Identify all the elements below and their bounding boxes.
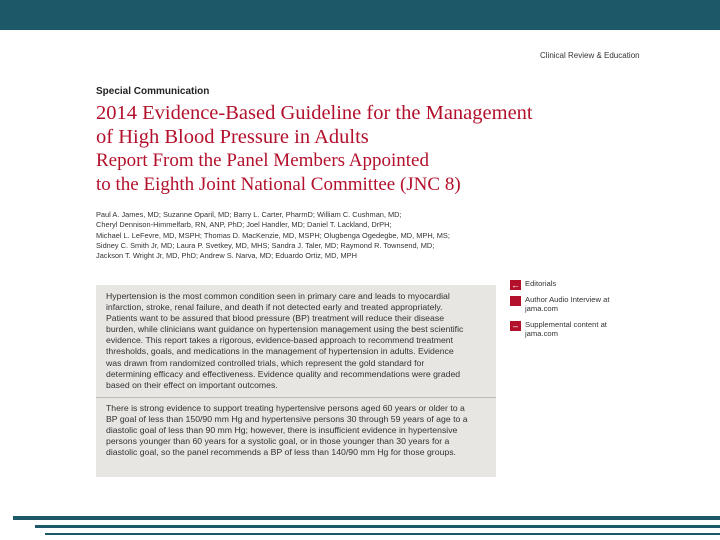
article-type: Special Communication — [96, 86, 210, 97]
title-line: of High Blood Pressure in Adults — [96, 126, 369, 148]
audio-icon — [510, 296, 521, 306]
author-list — [96, 210, 496, 261]
author-line: Paul A. James, MD; Suzanne Oparil, MD; Barry L. Carter, PharmD; William C. Cushman, MD; — [96, 210, 402, 219]
footer-rule — [13, 516, 720, 520]
article-subtitle — [96, 149, 576, 197]
editorials-link[interactable] — [510, 279, 640, 289]
supplemental-label: Supplemental content at — [525, 319, 607, 329]
editorials-label: Editorials — [525, 279, 557, 288]
section-label: Clinical Review & Education — [540, 51, 640, 60]
arrow-left-icon: ← — [511, 280, 520, 290]
audio-interview-source: jama.com — [525, 304, 558, 313]
abstract-box — [96, 285, 496, 477]
footer-rule — [45, 533, 720, 535]
supplemental-source: jama.com — [525, 329, 558, 338]
abstract-line: thresholds, goals, and medications in the management of hypertension in adults. Evidence — [106, 346, 454, 357]
subtitle-line: to the Eighth Joint National Committee (JNC 8) — [96, 174, 461, 195]
subtitle-line: Report From the Panel Members Appointed — [96, 150, 429, 171]
related-content-sidebar — [510, 279, 640, 345]
abstract-line: was drawn from randomized controlled trials, which represent the gold standard for — [106, 357, 425, 368]
top-banner-bar — [0, 0, 720, 30]
abstract-line: There is strong evidence to support treating hypertensive persons aged 60 years or older to a — [106, 402, 465, 413]
abstract-line: Hypertension is the most common condition seen in primary care and leads to myocardial — [106, 291, 450, 301]
abstract-line: based on their effect on important outcomes. — [106, 379, 278, 390]
audio-interview-link[interactable] — [510, 295, 640, 314]
abstract-paragraph — [96, 285, 496, 391]
abstract-line: burden, while clinicians want guidance on hypertension management using the best scientific — [106, 324, 464, 335]
abstract-line: infarction, stroke, renal failure, and death if not detected early and treated appropriately. — [106, 302, 443, 313]
abstract-line: BP goal of less than 150/90 mm Hg and hypertensive persons 30 through 59 years of age to a — [106, 413, 468, 424]
author-line: Jackson T. Wright Jr, MD, PhD; Andrew S. Narva, MD; Eduardo Ortiz, MD, MPH — [96, 251, 357, 261]
supplement-icon: – — [510, 321, 521, 331]
abstract-line: diastolic goal of less than 90 mm Hg; however, there is insufficient evidence in hypertensive — [106, 425, 458, 436]
abstract-line: persons younger than 60 years for a systolic goal, or in those younger than 30 years for a — [106, 436, 450, 447]
footer-rule — [35, 525, 720, 528]
title-line: 2014 Evidence-Based Guideline for the Management — [96, 102, 533, 124]
abstract-line: evidence. This report takes a rigorous, evidence-based approach to recommend treatment — [106, 335, 454, 346]
author-line: Michael L. LeFevre, MD, MSPH; Thomas D. MacKenzie, MD, MSPH; Olugbenga Ogedegbe, MD, MPH, MS; — [96, 230, 450, 240]
abstract-line: Patients want to be assured that blood pressure (BP) treatment will reduce their disease — [106, 313, 445, 324]
abstract-line: determining efficacy and effectiveness. Evidence quality and recommendations were graded — [106, 368, 461, 379]
author-line: Cheryl Dennison-Himmelfarb, RN, ANP, PhD; Joel Handler, MD; Daniel T. Lackland, DrPH; — [96, 220, 392, 230]
article-title — [96, 101, 576, 149]
abstract-line: diastolic goal, so the panel recommends a BP of less than 140/90 mm Hg for those groups. — [106, 447, 456, 458]
abstract-paragraph — [96, 398, 496, 458]
author-line: Sidney C. Smith Jr, MD; Laura P. Svetkey, MD, MHS; Sandra J. Taler, MD; Raymond R. Townsend, MD; — [96, 240, 435, 250]
audio-interview-label: Author Audio Interview at — [525, 294, 610, 304]
supplemental-content-link[interactable] — [510, 320, 640, 339]
